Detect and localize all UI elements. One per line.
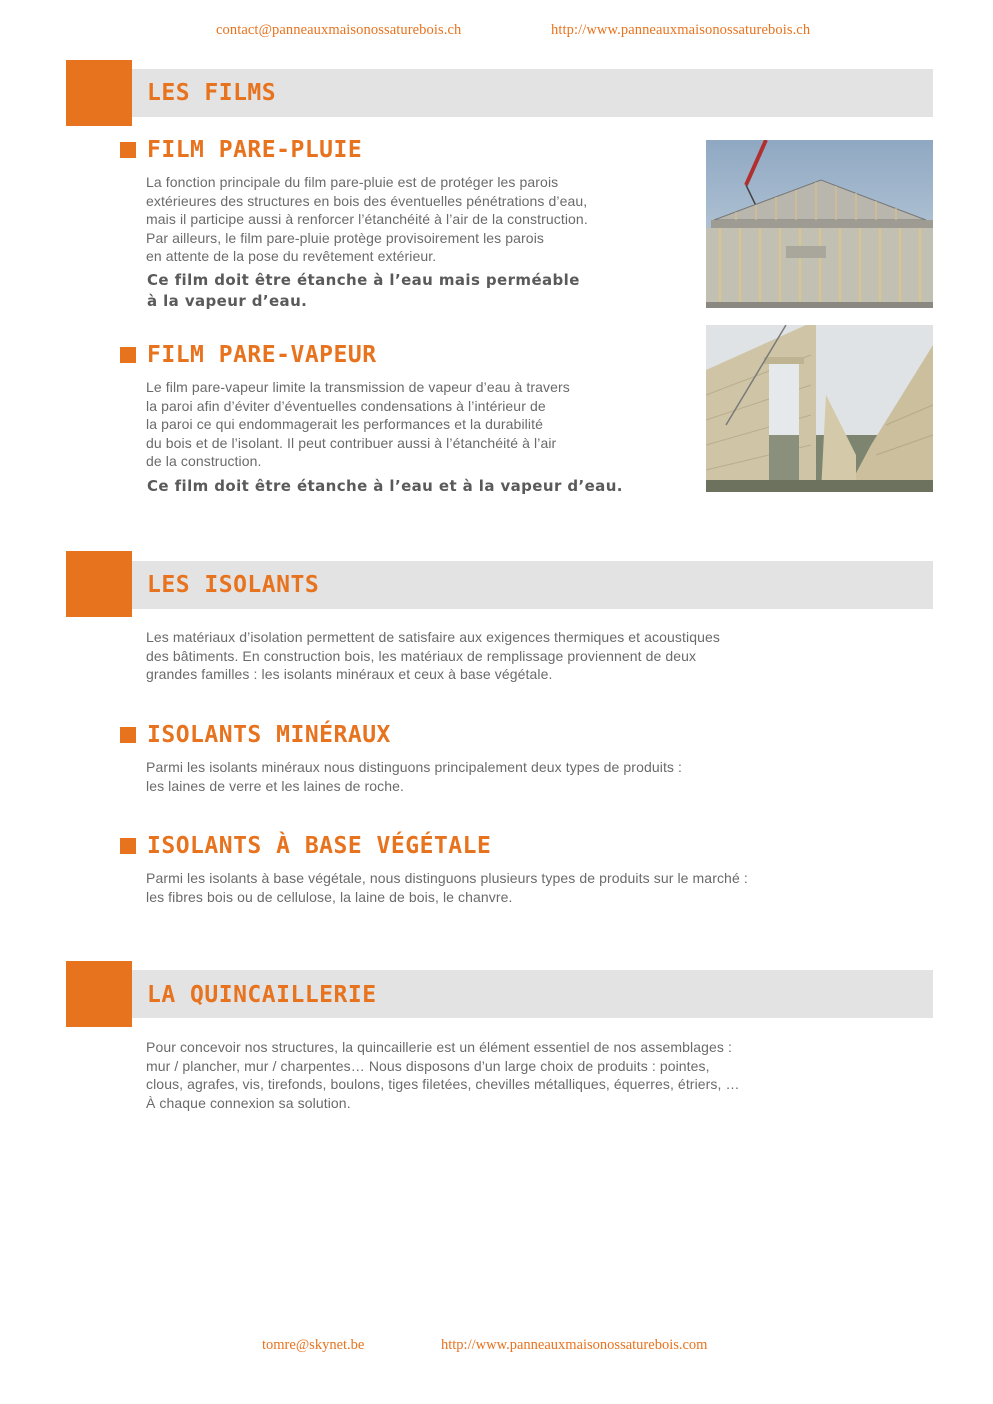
- text-line: Les matériaux d’isolation permettent de satisfaire aux exigences thermiques et acoustiques: [146, 629, 720, 645]
- text-line: à la vapeur d’eau.: [147, 291, 308, 310]
- section-title-quincaillerie: LA QUINCAILLERIE: [147, 982, 377, 1008]
- text-line: La fonction principale du film pare-pluie est de protéger les parois: [146, 174, 559, 190]
- pare-pluie-emphasis: [147, 270, 580, 311]
- text-line: mais il participe aussi à renforcer l’étanchéité à l’air de la construction.: [146, 211, 588, 228]
- text-line: de la construction.: [146, 453, 262, 470]
- text-line: les fibres bois ou de cellulose, la laine de bois, le chanvre.: [146, 888, 513, 905]
- house-frame-image: [706, 140, 933, 308]
- text-line: la paroi ce qui endommagerait les performances et la durabilité: [146, 416, 543, 433]
- photo-pare-pluie: [706, 140, 933, 308]
- pare-pluie-text: [146, 173, 588, 266]
- pare-vapeur-emphasis: Ce film doit être étanche à l’eau et à la vapeur d’eau.: [147, 477, 623, 495]
- bullet-square-icon: [120, 347, 136, 363]
- bullet-square-icon: [120, 142, 136, 158]
- header-email[interactable]: contact@panneauxmaisonossaturebois.ch: [216, 22, 462, 38]
- text-line: Le film pare-vapeur limite la transmission de vapeur d’eau à travers: [146, 379, 570, 395]
- text-line: des bâtiments. En construction bois, les matériaux de remplissage proviennent de deux: [146, 647, 697, 664]
- subsection-title-vegetale: ISOLANTS À BASE VÉGÉTALE: [147, 833, 492, 859]
- section-title-films: LES FILMS: [147, 80, 277, 106]
- section-marker-films: [66, 60, 132, 126]
- footer-website[interactable]: http://www.panneauxmaisonossaturebois.com: [441, 1337, 708, 1353]
- text-line: en attente de la pose du revêtement extérieur.: [146, 248, 437, 265]
- text-line: grandes familles : les isolants minéraux et ceux à base végétale.: [146, 666, 553, 683]
- text-line: la paroi afin d’éviter d’éventuelles condensations à l’intérieur de: [146, 397, 546, 414]
- section-marker-quincaillerie: [66, 961, 132, 1027]
- pare-vapeur-text: [146, 378, 570, 471]
- text-line: Parmi les isolants à base végétale, nous distinguons plusieurs types de produits sur le marché :: [146, 870, 748, 886]
- bullet-square-icon: [120, 727, 136, 743]
- section-marker-isolants: [66, 551, 132, 617]
- isolants-intro-text: [146, 628, 720, 684]
- text-line: mur / plancher, mur / charpentes… Nous disposons d’un large choix de produits : pointes,: [146, 1057, 710, 1074]
- subsection-title-mineraux: ISOLANTS MINÉRAUX: [147, 722, 391, 748]
- mineraux-text: [146, 758, 682, 795]
- text-line: Par ailleurs, le film pare-pluie protège provisoirement les parois: [146, 229, 544, 246]
- gable-walls-image: [706, 325, 933, 492]
- subsection-title-pare-vapeur: FILM PARE-VAPEUR: [147, 342, 377, 368]
- section-title-isolants: LES ISOLANTS: [147, 572, 320, 598]
- text-line: du bois et de l’isolant. Il peut contribuer aussi à l’étanchéité à l’air: [146, 434, 557, 451]
- footer-email[interactable]: tomre@skynet.be: [262, 1337, 365, 1353]
- text-line: clous, agrafes, vis, tirefonds, boulons, tiges filetées, chevilles métalliques, équerres, étriers, …: [146, 1076, 740, 1093]
- text-line: les laines de verre et les laines de roche.: [146, 777, 404, 794]
- text-line: À chaque connexion sa solution.: [146, 1094, 351, 1111]
- bullet-square-icon: [120, 838, 136, 854]
- text-line: Ce film doit être étanche à l’eau mais perméable: [147, 271, 580, 289]
- header-website[interactable]: http://www.panneauxmaisonossaturebois.ch: [551, 22, 811, 38]
- text-line: Parmi les isolants minéraux nous distinguons principalement deux types de produits :: [146, 759, 683, 775]
- text-line: Pour concevoir nos structures, la quincaillerie est un élément essentiel de nos assemblages :: [146, 1039, 732, 1055]
- text-line: extérieures des structures en bois des éventuelles pénétrations d’eau,: [146, 192, 588, 209]
- quincaillerie-text: [146, 1038, 740, 1112]
- photo-pare-vapeur: [706, 325, 933, 492]
- subsection-title-pare-pluie: FILM PARE-PLUIE: [147, 137, 363, 163]
- vegetale-text: [146, 869, 748, 906]
